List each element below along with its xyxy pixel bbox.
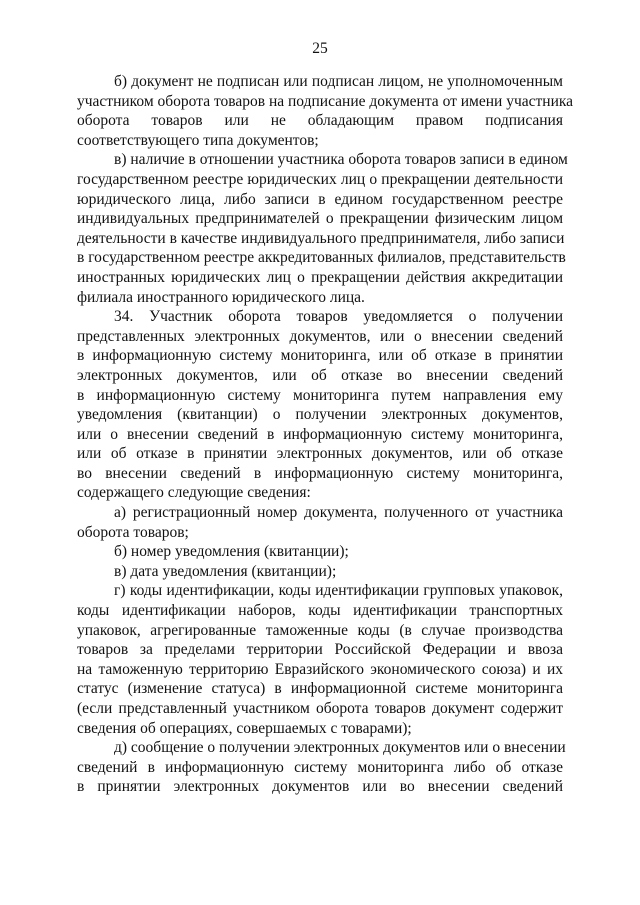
paragraph-line: в) наличие в отношении участника оборота товаров записи в едином bbox=[114, 151, 568, 169]
paragraph-line: упаковок, агрегированные таможенные коды (в случае производства bbox=[77, 621, 563, 639]
paragraph-line: деятельности в качестве индивидуального предпринимателя, либо записи bbox=[77, 229, 565, 247]
paragraph-line: юридического лица, либо записи в едином государственном реестре bbox=[77, 190, 563, 208]
paragraph-p-b-signature bbox=[77, 72, 574, 150]
paragraph-line: коды идентификации наборов, коды идентификации транспортных bbox=[77, 602, 563, 620]
paragraph-line: филиала иностранного юридического лица. bbox=[77, 288, 365, 306]
document-body bbox=[77, 72, 574, 797]
paragraph-line: или об отказе в принятии электронных документов, или об отказе bbox=[77, 445, 563, 463]
paragraph-line: оборота товаров или не обладающим правом подписания bbox=[77, 112, 563, 130]
paragraph-line: д) сообщение о получении электронных документов или о внесении bbox=[114, 739, 566, 757]
paragraph-line: б) документ не подписан или подписан лицом, не уполномоченным bbox=[114, 73, 563, 90]
paragraph-line: а) регистрационный номер документа, полученного от участника bbox=[114, 504, 563, 522]
paragraph-p-a-regnumber bbox=[77, 503, 563, 542]
paragraph-line: во внесении сведений в информационную систему мониторинга, bbox=[77, 464, 563, 482]
paragraph-p-d-message bbox=[77, 738, 566, 797]
paragraph-line: электронных документов, или об отказе во внесении сведений bbox=[77, 366, 563, 384]
paragraph-line: в) дата уведомления (квитанции); bbox=[114, 562, 337, 580]
paragraph-line: сведения об операциях, совершаемых с товарами); bbox=[77, 719, 412, 737]
paragraph-line: статус (изменение статуса) в информационной системе мониторинга bbox=[77, 680, 563, 698]
paragraph-line: б) номер уведомления (квитанции); bbox=[114, 543, 349, 561]
paragraph-line: в государственном реестре аккредитованных филиалов, представительств bbox=[77, 249, 566, 267]
paragraph-line: 34. Участник оборота товаров уведомляется о получении bbox=[114, 308, 563, 326]
paragraph-line: государственном реестре юридических лиц о прекращении деятельности bbox=[77, 170, 563, 188]
paragraph-line: г) коды идентификации, коды идентификации групповых упаковок, bbox=[114, 582, 563, 600]
paragraph-line: участником оборота товаров на подписание документа от имени участника bbox=[77, 92, 574, 110]
paragraph-p-34 bbox=[77, 307, 563, 503]
paragraph-line: (если представленный участником оборота товаров документ содержит bbox=[77, 700, 563, 717]
paragraph-line: в информационную систему мониторинга путем направления ему bbox=[77, 386, 563, 404]
paragraph-line: оборота товаров; bbox=[77, 523, 189, 541]
paragraph-line: содержащего следующие сведения: bbox=[77, 484, 311, 502]
paragraph-line: уведомления (квитанции) о получении электронных документов, bbox=[77, 406, 563, 424]
paragraph-line: в информационную систему мониторинга, или об отказе в принятии bbox=[77, 347, 563, 365]
paragraph-p-b-number bbox=[77, 542, 563, 562]
paragraph-line: или о внесении сведений в информационную систему мониторинга, bbox=[77, 425, 563, 443]
paragraph-line: товаров за пределами территории Российской Федерации и ввоза bbox=[77, 641, 563, 659]
paragraph-p-v-date bbox=[77, 562, 563, 582]
page-number: 25 bbox=[312, 40, 328, 57]
paragraph-line: представленных электронных документов, или о внесении сведений bbox=[77, 327, 563, 345]
paragraph-line: сведений в информационную систему мониторинга либо об отказе bbox=[77, 758, 563, 776]
paragraph-line: иностранных юридических лиц о прекращении действия аккредитации bbox=[77, 268, 563, 286]
paragraph-line: индивидуальных предпринимателей о прекращении физическим лицом bbox=[77, 210, 563, 228]
paragraph-line: на таможенную территорию Евразийского экономического союза) и их bbox=[77, 660, 563, 678]
paragraph-line: в принятии электронных документов или во внесении сведений bbox=[77, 778, 563, 796]
paragraph-line: соответствующего типа документов; bbox=[77, 131, 319, 149]
paragraph-p-g-codes bbox=[77, 581, 563, 738]
paragraph-p-v-registry bbox=[77, 150, 568, 307]
